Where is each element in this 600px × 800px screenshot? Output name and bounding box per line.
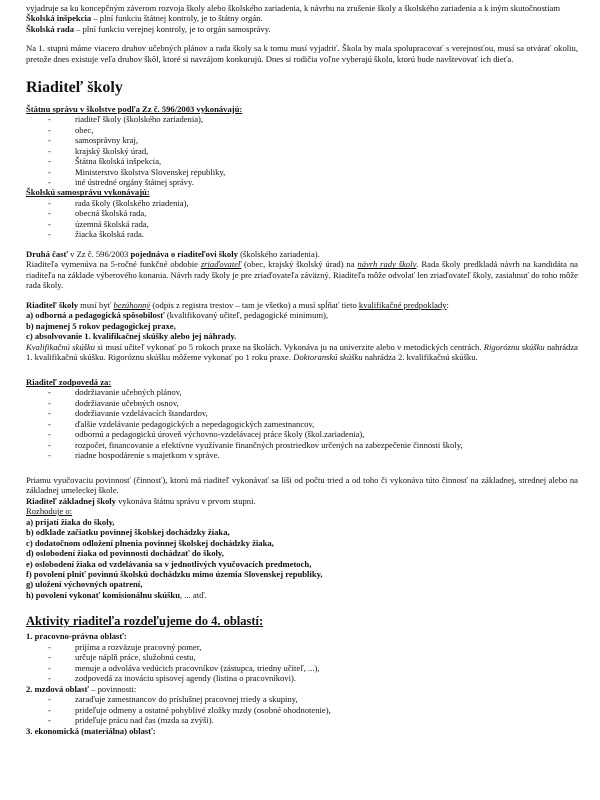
- list-item: - rada školy (školského zriadenia),: [48, 198, 578, 208]
- predpoklad-a: a) odborná a pedagogická spôsobilosť (kvalifikovaný učiteľ, pedagogické minimum),: [26, 310, 329, 321]
- zakladna-skola-line: Riaditeľ základnej školy vykonáva štátnu správu v prvom stupni.: [26, 495, 256, 506]
- rozhoduje-item: b) odklade začiatku povinnej školskej dochádzky žiaka,: [26, 527, 230, 538]
- rada-text: – plní funkciu verejnej kontroly, je to orgán samosprávy.: [74, 23, 271, 34]
- povinnost-paragraph: Priamu vyučovaciu povinnosť (činnosť), ktorú má riaditeľ vykonávať sa líši od počtu tried a od toho či vykonáva túto činnosť na základnej, strednej alebo na základnej umeleckej škole.: [26, 474, 578, 496]
- rozhoduje-item: g) uložení výchovných opatrení,: [26, 579, 143, 590]
- list-item: - dodržiavanie učebných osnov,: [48, 398, 578, 408]
- list-item: - riaditeľ školy (školského zariadenia),: [48, 114, 578, 124]
- rozhoduje-item: f) povolení plniť povinnú školskú dochádzku mimo územia Slovenskej republiky,: [26, 568, 323, 579]
- list-item: - žiacka školská rada.: [48, 229, 578, 239]
- inspekcia-text: – plní funkciu štátnej kontroly, je to štátny orgán.: [91, 13, 263, 24]
- list-item: - ďalšie vzdelávanie pedagogických a nepedagogických zamestnancov,: [48, 419, 578, 429]
- list-item: - prideľuje prácu nad čas (mzda sa zvýši).: [48, 715, 578, 725]
- list-item: - rozpočet, financovanie a efektívne využívanie finančných prostriedkov určených na zabezpečenie činnosti školy,: [48, 440, 578, 450]
- list-item: - prijíma a rozväzuje pracovný pomer,: [48, 642, 578, 652]
- list-item: - dodržiavanie vzdelávacích štandardov,: [48, 408, 578, 418]
- list-item: - prideľuje odmeny a ostatné pohyblivé zložky mzdy (osobné ohodnotenie),: [48, 705, 578, 715]
- list-item: - zodpovedá za inováciu spisovej agendy (listina o pracovníkovi).: [48, 673, 578, 683]
- predpoklady-line: Riaditeľ školy musí byť bezúhonný (odpis z registra trestov – tam je všetko) a musí spĺňať tieto kvalifikačné predpoklady:: [26, 299, 449, 310]
- oblast-1-heading: 1. pracovno-právna oblasť:: [26, 631, 127, 642]
- statna-sprava-list: [26, 114, 578, 187]
- inspekcia-definition: [26, 13, 578, 23]
- predpoklad-c: c) absolvovanie 1. kvalifikačnej skúšky alebo jej náhrady.: [26, 331, 237, 342]
- rozhoduje-item: a) prijatí žiaka do školy,: [26, 516, 115, 527]
- samosprava-heading: Školskú samosprávu vykonávajú:: [26, 187, 150, 198]
- intro-paragraph: Na 1. stupni máme viacero druhov učebných plánov a rada školy sa k tomu musí vyjadriť. Škola by mala spolupracovať s verejnosťou, musí sa otvárať okoliu, pretože dnes existuje veľa druhov škôl, ktoré si navzájom konkurujú. Dnes si rodičia voľne vyberajú školu, ktorú bude navštevovať ich dieťa.: [26, 43, 578, 64]
- inspekcia-term: Školská inšpekcia: [26, 13, 92, 24]
- samosprava-list: [26, 198, 578, 240]
- list-item: - riadne hospodárenie s majetkom v správe.: [48, 450, 578, 460]
- list-item: - zaraďuje zamestnancov do príslušnej pracovnej triedy a skupiny,: [48, 694, 578, 704]
- rada-definition: [26, 24, 578, 34]
- statna-sprava-heading: Štátnu správu v školstve podľa Zz č. 596/2003 vykonávajú:: [26, 103, 243, 114]
- vymenovanie-paragraph: Riaditeľa vymenúva na 5-ročné funkčné obdobie zriaďovateľ (obec, krajský školský úrad) na návrh rady školy. Rada školy predkladá návrh na kandidáta na riaditeľa na základe výberového konania. Návrh rady školy je pre zriaďovateľa záväzný. Riaditeľa môže odvolať len zriaďovateľ školy, zasiahnuť do toho môže rada školy.: [26, 259, 578, 291]
- oblast-2-list: [26, 694, 578, 725]
- druha-cast-line: Druhá časť v Zz č. 596/2003 pojednáva o riaditeľovi školy (školského zariadenia).: [26, 248, 320, 259]
- rozhoduje-item: c) dodatočnom odložení plnenia povinnej školskej dochádzky žiaka,: [26, 537, 274, 548]
- list-item: - iné ústredné orgány štátnej správy.: [48, 177, 578, 187]
- rozhoduje-item: d) oslobodení žiaka od povinnosti dochádzať do školy,: [26, 548, 224, 559]
- section-title: Riaditeľ školy: [26, 79, 123, 97]
- predpoklad-b: b) najmenej 5 rokov pedagogickej praxe,: [26, 320, 176, 331]
- oblast-3-heading: 3. ekonomická (materiálna) oblasť:: [26, 725, 156, 736]
- oblast-2-heading: 2. mzdová oblasť – povinnosti:: [26, 683, 137, 694]
- list-item: - určuje náplň práce, služobnú cestu,: [48, 652, 578, 662]
- kvalifikacna-skuska-paragraph: Kvalifikačnú skúšku si musí učiteľ vykonať po 5 rokoch praxe na školách. Vykonáva ju na univerzite alebo v metodických centrách. Rigoróznu skúšku nahrádza 1. kvalifikačnú skúšku. Rigoróznu skúšku môžeme vykonať po 1 roku praxe. Doktoranskú skúšku nahrádza 2. kvalifikačnú skúšku.: [26, 341, 578, 363]
- rada-term: Školská rada: [26, 23, 74, 34]
- aktivity-title: Aktivity riaditeľa rozdeľujeme do 4. oblastí:: [26, 614, 264, 629]
- list-item: - územná školská rada,: [48, 219, 578, 229]
- zodpoveda-list: [26, 387, 578, 460]
- list-item: - obec,: [48, 125, 578, 135]
- list-item: - odbornú a pedagogickú úroveň výchovno-vzdelávacej práce školy (škol.zariadenia),: [48, 429, 578, 439]
- list-item: - dodržiavanie učebných plánov,: [48, 387, 578, 397]
- list-item: - Ministerstvo školstva Slovenskej republiky,: [48, 167, 578, 177]
- rozhoduje-item: e) oslobodení žiaka od vzdelávania sa v jednotlivých vyučovacích predmetoch,: [26, 558, 312, 569]
- list-item: - menuje a odvoláva vedúcich pracovníkov (zástupca, triedny učiteľ, ...),: [48, 663, 578, 673]
- list-item: - samosprávny kraj,: [48, 135, 578, 145]
- rozhoduje-heading: Rozhoduje o:: [26, 506, 73, 517]
- intro-line: vyjadruje sa ku koncepčným záverom rozvoja školy alebo školského zariadenia, k návrhu na zrušenie školy a školského zariadenia a k iným skutočnostiam: [26, 3, 561, 13]
- list-item: - Štátna školská inšpekcia,: [48, 156, 578, 166]
- oblast-1-list: [26, 642, 578, 684]
- list-item: - obecná školská rada,: [48, 208, 578, 218]
- rozhoduje-item-last: h) povolení vykonať komisionálnu skúšku, ... atď.: [26, 589, 207, 600]
- list-item: - krajský školský úrad,: [48, 146, 578, 156]
- zodpoveda-heading: Riaditeľ zodpovedá za:: [26, 376, 112, 387]
